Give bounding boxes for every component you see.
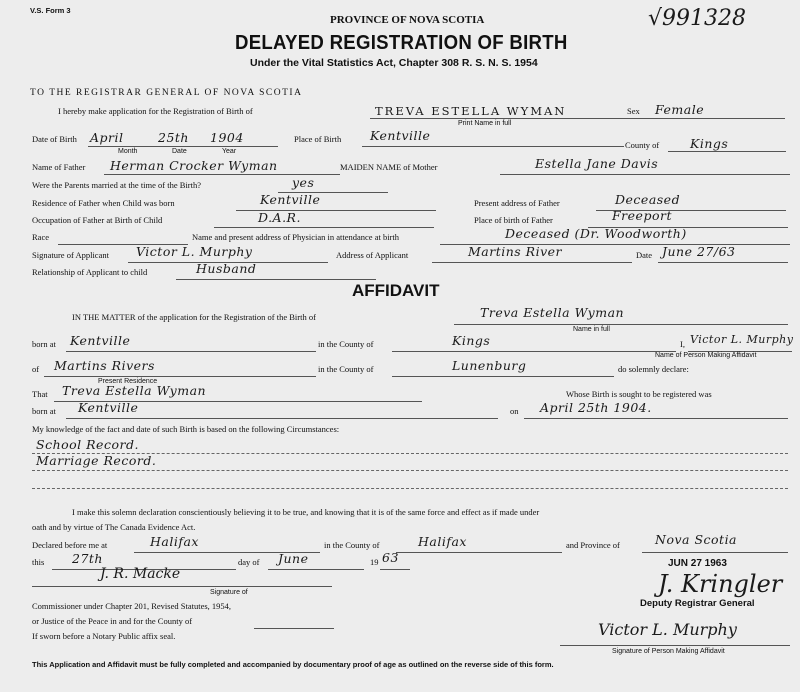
deponent-signature-caption: Signature of Person Making Affidavit <box>612 648 725 655</box>
notary-text: If sworn before a Notary Public affix seal. <box>32 631 176 641</box>
county-label-1: in the County of <box>318 339 374 349</box>
declared-label: Declared before me at <box>32 540 108 550</box>
dob-label: Date of Birth <box>32 134 77 144</box>
county-label: County of <box>625 140 660 150</box>
registration-number: √991328 <box>648 6 747 31</box>
signature-caption: Signature of <box>210 589 248 596</box>
applicant-addr-label: Address of Applicant <box>336 250 409 260</box>
county-label-3: in the County of <box>324 540 380 550</box>
of-label: of <box>32 364 40 374</box>
circumstance-1: School Record. <box>36 437 139 452</box>
county-3-value: Halifax <box>418 534 467 549</box>
day-of-label: day of <box>238 557 260 567</box>
born-at-2-value: Kentville <box>78 400 139 415</box>
declared-place-value: Halifax <box>150 534 199 549</box>
print-name-caption: Print Name in full <box>458 120 512 127</box>
married-value: yes <box>292 175 315 190</box>
intro-label: I hereby make application for the Registration of Birth of <box>58 106 253 116</box>
deputy-registrar-caption: Deputy Registrar General <box>640 598 755 609</box>
year-value: 63 <box>382 550 399 565</box>
place-label: Place of Birth <box>294 134 342 144</box>
to-registrar: TO THE REGISTRAR GENERAL OF NOVA SCOTIA <box>30 88 303 98</box>
present-residence-caption: Present Residence <box>98 378 158 385</box>
i-label: I, <box>680 339 685 349</box>
form-number: V.S. Form 3 <box>30 6 71 15</box>
applicant-signature: Victor L. Murphy <box>136 244 253 259</box>
deponent-caption: Name of Person Making Affidavit <box>655 352 757 359</box>
affidavit-heading: AFFIDAVIT <box>352 281 440 300</box>
this-day-value: 27th <box>72 551 103 566</box>
on-label: on <box>510 406 519 416</box>
residence-label: Residence of Father when Child was born <box>32 198 175 208</box>
matter-label: IN THE MATTER of the application for the Registration of the Birth of <box>72 312 316 322</box>
justice-text: or Justice of the Peace in and for the County of <box>32 616 193 626</box>
race-label: Race <box>32 232 49 242</box>
mother-value: Estella Jane Davis <box>535 156 659 171</box>
relationship-value: Husband <box>196 261 257 276</box>
father-label: Name of Father <box>32 162 86 172</box>
declaration-line-2: oath and by virtue of The Canada Evidence Act. <box>32 522 196 532</box>
deponent-value: Victor L. Murphy <box>690 333 794 346</box>
month-value: June <box>278 551 309 566</box>
father-birthplace-value: Freeport <box>612 208 672 223</box>
dob-day-value: 25th <box>158 130 189 145</box>
year-caption: Year <box>222 148 237 155</box>
name-full-caption: Name in full <box>573 326 610 333</box>
present-addr-value: Deceased <box>615 192 681 207</box>
applicant-addr-value: Martins River <box>468 244 563 259</box>
date-caption: Date <box>172 148 187 155</box>
married-label: Were the Parents married at the time of the Birth? <box>32 180 202 190</box>
relationship-label: Relationship of Applicant to child <box>32 267 148 277</box>
occupation-label: Occupation of Father at Birth of Child <box>32 215 163 225</box>
dob-year-value: 1904 <box>210 130 244 145</box>
county-value: Kings <box>690 136 729 151</box>
province-heading: PROVINCE OF NOVA SCOTIA <box>330 14 485 26</box>
child-name-value: TREVA ESTELLA WYMAN <box>375 104 567 118</box>
physician-label: Name and present address of Physician in attendance at birth <box>192 232 400 242</box>
county-1-value: Kings <box>452 333 491 348</box>
that-name-value: Treva Estella Wyman <box>62 383 207 398</box>
born-at-label: born at <box>32 339 56 349</box>
occupation-value: D.A.R. <box>258 210 301 225</box>
matter-name-value: Treva Estella Wyman <box>480 305 625 320</box>
that-label: That <box>32 389 48 399</box>
physician-value: Deceased (Dr. Woodworth) <box>505 226 687 241</box>
born-at-label-2: born at <box>32 406 56 416</box>
father-value: Herman Crocker Wyman <box>110 158 278 173</box>
place-value: Kentville <box>370 128 431 143</box>
father-birthplace-label: Place of birth of Father <box>474 215 553 225</box>
on-date-value: April 25th 1904. <box>540 400 652 415</box>
present-addr-label: Present address of Father <box>474 198 560 208</box>
deputy-registrar-signature: J. Kringler <box>658 570 783 598</box>
dob-month-value: April <box>90 130 124 145</box>
county-label-2: in the County of <box>318 364 374 374</box>
whose-birth-label: Whose Birth is sought to be registered was <box>566 389 712 399</box>
sex-value: Female <box>655 102 705 117</box>
deponent-signature: Victor L. Murphy <box>598 620 737 639</box>
knowledge-label: My knowledge of the fact and date of such Birth is based on the following Circumstances: <box>32 424 340 434</box>
province-value: Nova Scotia <box>655 532 738 547</box>
page-title: DELAYED REGISTRATION OF BIRTH <box>235 32 568 54</box>
of-place-value: Martins Rivers <box>54 358 155 373</box>
month-caption: Month <box>118 148 138 155</box>
commissioner-text: Commissioner under Chapter 201, Revised Statutes, 1954, <box>32 601 232 611</box>
born-at-value: Kentville <box>70 333 131 348</box>
received-stamp-date: JUN 27 1963 <box>668 558 727 569</box>
signature-label: Signature of Applicant <box>32 250 109 260</box>
footer-note: This Application and Affidavit must be fully completed and accompanied by documentary proof of age as outlined on the reverse side of this form. <box>32 660 554 669</box>
solemnly-label: do solemnly declare: <box>618 364 689 374</box>
mother-label: MAIDEN NAME of Mother <box>340 162 438 172</box>
circumstance-2: Marriage Record. <box>36 453 157 468</box>
residence-value: Kentville <box>260 192 321 207</box>
app-date-label: Date <box>636 250 653 260</box>
province-label: and Province of <box>566 540 620 550</box>
county-2-value: Lunenburg <box>452 358 527 373</box>
this-label: this <box>32 557 45 567</box>
sex-label: Sex <box>627 106 640 116</box>
year-prefix: 19 <box>370 557 379 567</box>
subtitle: Under the Vital Statistics Act, Chapter 308 R. S. N. S. 1954 <box>250 57 538 69</box>
commissioner-signature: J. R. Macke <box>100 566 181 582</box>
app-date-value: June 27/63 <box>662 244 736 259</box>
declaration-line-1: I make this solemn declaration conscientiously believing it to be true, and knowing that it is of the same force and effect as if made under <box>72 507 540 517</box>
